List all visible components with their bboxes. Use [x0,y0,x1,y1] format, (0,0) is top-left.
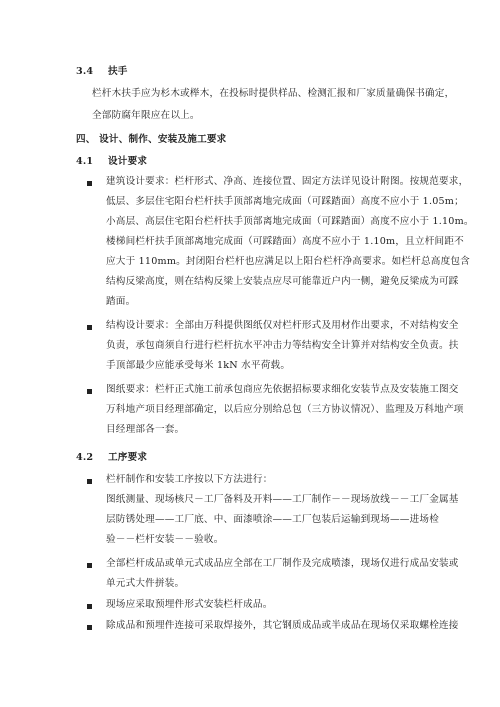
section-number: 4.1 [76,156,94,167]
bullet-line: 结构反梁高度，则在结构反梁上安装点应尽可能靠近户内一侧，避免反梁成为可踩 [106,276,459,287]
bullet-line: 全部栏杆成品或单元式成品应全部在工厂制作及完成喷漆，现场仅进行成品安装或 [106,558,459,569]
section-title: 扶手 [108,66,128,77]
bullet-icon [87,181,92,186]
bullet-line: 应大于 110mm。封闭阳台栏杆也应满足以上阳台栏杆净高要求。如栏杆总高度包含 [106,256,470,267]
bullet-line: 万科地产项目经理部确定，以后应分别给总包（三方协议情况）、监理及万科地产项 [106,404,464,415]
bullet-line: 层防锈处理——工厂底、中、面漆喷涂——工厂包装后运输到现场——进场检 [106,514,439,525]
bullet-line: 除成品和预埋件连接可采取焊接外，其它钢质成品或半成品在现场仅采取螺栓连接 [106,620,459,631]
section-title: 设计要求 [108,156,148,167]
bullet-icon [87,604,92,609]
bullet-line: 手顶部最少应能承受每米 1kN 水平荷载。 [106,360,291,371]
bullet-line: 图纸要求：栏杆正式施工前承包商应先依据招标要求细化安装节点及安装施工图交 [106,384,459,395]
section-number: 3.4 [76,66,94,77]
section-title: 工序要求 [108,452,148,463]
bullet-line: 小高层、高层住宅阳台栏杆扶手顶部离地完成面（可踩踏面）高度不应小于 1.10m。 [106,216,474,227]
bullet-icon [87,479,92,484]
bullet-icon [87,325,92,330]
bullet-line: 图纸测量、现场核尺－工厂备料及开料——工厂制作－－现场放线－－工厂金属基 [106,494,459,505]
paragraph-line: 栏杆木扶手应为杉木或榉木，在投标时提供样品、检测汇报和厂家质量确保书确定， [92,88,455,99]
bullet-icon [87,625,92,630]
bullet-line: 栏杆制作和安装工序按以下方法进行： [106,474,273,485]
bullet-line: 踏面。 [106,296,136,307]
section-number: 4.2 [76,452,94,463]
bullet-line: 结构设计要求：全部由万科提供图纸仅对栏杆形式及用材作出要求，不对结构安全 [106,320,459,331]
bullet-line: 负责，承包商须自行进行栏杆抗水平冲击力等结构安全计算并对结构安全负责。扶 [106,340,459,351]
bullet-line: 建筑设计要求：栏杆形式、净高、连接位置、固定方法详见设计附图。按规范要求， [106,176,469,187]
bullet-line: 现场应采取预埋件形式安装栏杆成品。 [106,599,273,610]
bullet-icon [87,563,92,568]
bullet-line: 单元式大件拼装。 [106,578,185,589]
bullet-line: 低层、多层住宅阳台栏杆扶手顶部离地完成面（可踩踏面）高度不应小于 1.05m； [106,196,464,207]
bullet-line: 验－－栏杆安装－－验收。 [106,534,224,545]
chapter-heading: 四、 设计、制作、安装及施工要求 [76,134,227,145]
bullet-icon [87,389,92,394]
paragraph-line: 全部防腐年限应在以上。 [92,110,200,121]
bullet-line: 目经理部各一套。 [106,424,185,435]
bullet-line: 楼梯间栏杆扶手顶部离地完成面（可踩踏面）高度不应小于 1.10m，且立杆间距不 [106,236,464,247]
